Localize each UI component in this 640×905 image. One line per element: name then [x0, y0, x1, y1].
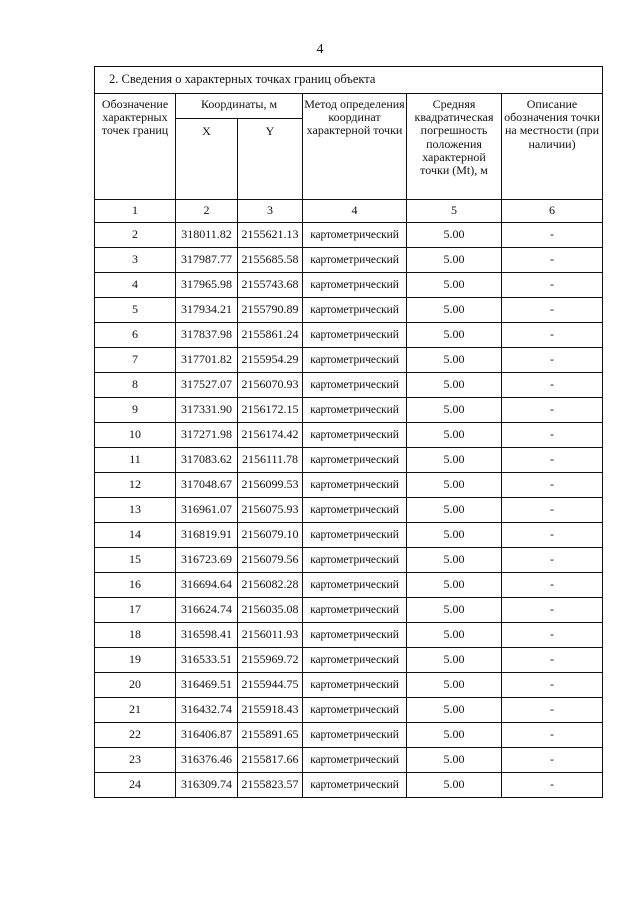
coord-y-cell: 2155823.57: [238, 773, 303, 798]
point-number-cell: 20: [95, 673, 176, 698]
table-row: [95, 548, 603, 573]
coord-x-cell: 316309.74: [176, 773, 238, 798]
section-title: 2. Сведения о характерных точках границ объекта: [95, 67, 603, 94]
coord-y-cell: 2156011.93: [238, 623, 303, 648]
coord-y-cell: 2155685.58: [238, 248, 303, 273]
point-number-cell: 5: [95, 298, 176, 323]
point-number-cell: 15: [95, 548, 176, 573]
coord-y-cell: 2156075.93: [238, 498, 303, 523]
column-numbers-row: [95, 200, 603, 223]
point-number-cell: 21: [95, 698, 176, 723]
table-row: [95, 373, 603, 398]
method-cell: картометрический: [303, 598, 407, 623]
coord-x-cell: 318011.82: [176, 223, 238, 248]
column-number: 2: [176, 200, 238, 223]
coord-y-cell: 2155918.43: [238, 698, 303, 723]
coord-x-cell: 317934.21: [176, 298, 238, 323]
table-row: [95, 748, 603, 773]
table-row: [95, 648, 603, 673]
method-cell: картометрический: [303, 248, 407, 273]
table-row: [95, 673, 603, 698]
error-cell: 5.00: [407, 373, 502, 398]
coord-x-cell: 317083.62: [176, 448, 238, 473]
table-row: [95, 323, 603, 348]
method-cell: картометрический: [303, 448, 407, 473]
method-cell: картометрический: [303, 273, 407, 298]
table-row: [95, 598, 603, 623]
coord-y-cell: 2155969.72: [238, 648, 303, 673]
point-number-cell: 22: [95, 723, 176, 748]
point-number-cell: 12: [95, 473, 176, 498]
description-cell: -: [502, 223, 603, 248]
description-cell: -: [502, 773, 603, 798]
method-cell: картометрический: [303, 648, 407, 673]
error-cell: 5.00: [407, 323, 502, 348]
coord-y-cell: 2156099.53: [238, 473, 303, 498]
method-cell: картометрический: [303, 573, 407, 598]
description-cell: -: [502, 348, 603, 373]
description-cell: -: [502, 298, 603, 323]
method-cell: картометрический: [303, 473, 407, 498]
coord-y-cell: 2156082.28: [238, 573, 303, 598]
coord-y-cell: 2156174.42: [238, 423, 303, 448]
point-number-cell: 10: [95, 423, 176, 448]
table-row: [95, 423, 603, 448]
coord-x-cell: 316376.46: [176, 748, 238, 773]
table-row: [95, 523, 603, 548]
point-number-cell: 19: [95, 648, 176, 673]
coord-y-cell: 2155944.75: [238, 673, 303, 698]
coord-x-cell: 316406.87: [176, 723, 238, 748]
coord-x-cell: 316432.74: [176, 698, 238, 723]
point-number-cell: 24: [95, 773, 176, 798]
coord-x-cell: 317987.77: [176, 248, 238, 273]
description-cell: -: [502, 573, 603, 598]
coord-y-cell: 2155621.13: [238, 223, 303, 248]
table-row: [95, 723, 603, 748]
method-cell: картометрический: [303, 298, 407, 323]
error-cell: 5.00: [407, 698, 502, 723]
table-row: [95, 448, 603, 473]
coord-x-cell: 316624.74: [176, 598, 238, 623]
description-cell: -: [502, 373, 603, 398]
method-cell: картометрический: [303, 498, 407, 523]
coord-y-cell: 2156079.56: [238, 548, 303, 573]
error-cell: 5.00: [407, 748, 502, 773]
description-cell: -: [502, 473, 603, 498]
coord-x-cell: 316469.51: [176, 673, 238, 698]
coord-x-cell: 317048.67: [176, 473, 238, 498]
error-cell: 5.00: [407, 448, 502, 473]
coord-x-cell: 316819.91: [176, 523, 238, 548]
header-y: Y: [238, 119, 303, 200]
error-cell: 5.00: [407, 598, 502, 623]
header-description: Описание обозначения точки на местности (при наличии): [502, 94, 603, 200]
table-row: [95, 348, 603, 373]
description-cell: -: [502, 698, 603, 723]
method-cell: картометрический: [303, 548, 407, 573]
coord-x-cell: 317527.07: [176, 373, 238, 398]
coord-y-cell: 2155861.24: [238, 323, 303, 348]
coord-x-cell: 316598.41: [176, 623, 238, 648]
point-number-cell: 8: [95, 373, 176, 398]
table-row: [95, 698, 603, 723]
coord-x-cell: 317965.98: [176, 273, 238, 298]
table-row: [95, 573, 603, 598]
description-cell: -: [502, 323, 603, 348]
error-cell: 5.00: [407, 623, 502, 648]
header-x: X: [176, 119, 238, 200]
coord-x-cell: 316533.51: [176, 648, 238, 673]
method-cell: картометрический: [303, 748, 407, 773]
coord-y-cell: 2156079.10: [238, 523, 303, 548]
error-cell: 5.00: [407, 423, 502, 448]
point-number-cell: 18: [95, 623, 176, 648]
table-row: [95, 773, 603, 798]
point-number-cell: 16: [95, 573, 176, 598]
table-row: [95, 398, 603, 423]
point-number-cell: 6: [95, 323, 176, 348]
description-cell: -: [502, 623, 603, 648]
coord-x-cell: 317837.98: [176, 323, 238, 348]
coord-y-cell: 2156111.78: [238, 448, 303, 473]
description-cell: -: [502, 448, 603, 473]
coord-y-cell: 2156070.93: [238, 373, 303, 398]
boundary-points-table: [94, 66, 603, 798]
table-row: [95, 473, 603, 498]
description-cell: -: [502, 673, 603, 698]
coord-x-cell: 316961.07: [176, 498, 238, 523]
header-designation: Обозначение характерных точек границ: [95, 94, 176, 200]
coord-x-cell: 317701.82: [176, 348, 238, 373]
error-cell: 5.00: [407, 273, 502, 298]
method-cell: картометрический: [303, 523, 407, 548]
description-cell: -: [502, 548, 603, 573]
table-row: [95, 298, 603, 323]
column-number: 3: [238, 200, 303, 223]
point-number-cell: 17: [95, 598, 176, 623]
coord-y-cell: 2155817.66: [238, 748, 303, 773]
error-cell: 5.00: [407, 473, 502, 498]
method-cell: картометрический: [303, 673, 407, 698]
coord-y-cell: 2155954.29: [238, 348, 303, 373]
error-cell: 5.00: [407, 523, 502, 548]
description-cell: -: [502, 748, 603, 773]
method-cell: картометрический: [303, 348, 407, 373]
error-cell: 5.00: [407, 223, 502, 248]
description-cell: -: [502, 248, 603, 273]
error-cell: 5.00: [407, 648, 502, 673]
header-coordinates: Координаты, м: [176, 94, 303, 119]
coord-x-cell: 316723.69: [176, 548, 238, 573]
point-number-cell: 3: [95, 248, 176, 273]
method-cell: картометрический: [303, 623, 407, 648]
error-cell: 5.00: [407, 398, 502, 423]
description-cell: -: [502, 498, 603, 523]
column-number: 4: [303, 200, 407, 223]
description-cell: -: [502, 273, 603, 298]
method-cell: картометрический: [303, 698, 407, 723]
coord-y-cell: 2155891.65: [238, 723, 303, 748]
method-cell: картометрический: [303, 223, 407, 248]
page-number: 4: [316, 42, 324, 57]
point-number-cell: 2: [95, 223, 176, 248]
column-number: 5: [407, 200, 502, 223]
point-number-cell: 23: [95, 748, 176, 773]
column-number: 6: [502, 200, 603, 223]
coord-x-cell: 317331.90: [176, 398, 238, 423]
error-cell: 5.00: [407, 348, 502, 373]
error-cell: 5.00: [407, 673, 502, 698]
coord-y-cell: 2155743.68: [238, 273, 303, 298]
error-cell: 5.00: [407, 248, 502, 273]
point-number-cell: 4: [95, 273, 176, 298]
table-row: [95, 273, 603, 298]
description-cell: -: [502, 398, 603, 423]
table-row: [95, 248, 603, 273]
method-cell: картометрический: [303, 423, 407, 448]
coord-x-cell: 317271.98: [176, 423, 238, 448]
coord-y-cell: 2155790.89: [238, 298, 303, 323]
error-cell: 5.00: [407, 298, 502, 323]
method-cell: картометрический: [303, 323, 407, 348]
description-cell: -: [502, 523, 603, 548]
coord-y-cell: 2156172.15: [238, 398, 303, 423]
error-cell: 5.00: [407, 723, 502, 748]
point-number-cell: 9: [95, 398, 176, 423]
method-cell: картометрический: [303, 773, 407, 798]
error-cell: 5.00: [407, 498, 502, 523]
method-cell: картометрический: [303, 398, 407, 423]
error-cell: 5.00: [407, 773, 502, 798]
point-number-cell: 13: [95, 498, 176, 523]
table-row: [95, 623, 603, 648]
method-cell: картометрический: [303, 723, 407, 748]
coord-y-cell: 2156035.08: [238, 598, 303, 623]
method-cell: картометрический: [303, 373, 407, 398]
description-cell: -: [502, 648, 603, 673]
coord-x-cell: 316694.64: [176, 573, 238, 598]
error-cell: 5.00: [407, 573, 502, 598]
description-cell: -: [502, 723, 603, 748]
table-row: [95, 223, 603, 248]
description-cell: -: [502, 598, 603, 623]
point-number-cell: 7: [95, 348, 176, 373]
description-cell: -: [502, 423, 603, 448]
column-number: 1: [95, 200, 176, 223]
table-row: [95, 498, 603, 523]
header-error: Средняя квадратическая погрешность положения характерной точки (Mt), м: [407, 94, 502, 200]
header-method: Метод определения координат характерной точки: [303, 94, 407, 200]
point-number-cell: 14: [95, 523, 176, 548]
point-number-cell: 11: [95, 448, 176, 473]
error-cell: 5.00: [407, 548, 502, 573]
